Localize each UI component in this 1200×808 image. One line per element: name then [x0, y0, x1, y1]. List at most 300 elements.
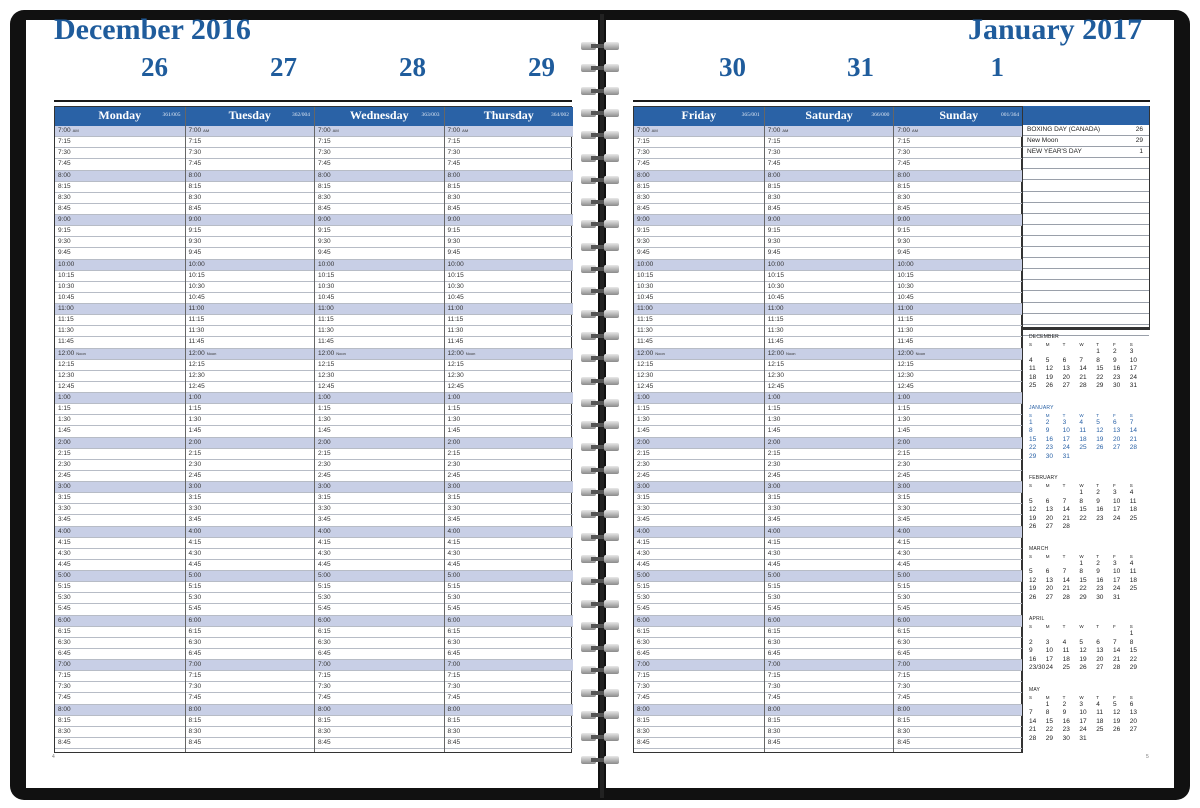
time-slot[interactable]: [445, 393, 574, 404]
time-slot[interactable]: [315, 204, 444, 215]
time-slot[interactable]: [445, 159, 574, 170]
time-slot[interactable]: [894, 360, 1023, 371]
time-slot[interactable]: [186, 137, 315, 148]
time-slot[interactable]: [765, 638, 894, 649]
time-slot[interactable]: [445, 382, 574, 393]
time-slot[interactable]: [634, 182, 764, 193]
note-line[interactable]: [1023, 314, 1149, 325]
time-slot[interactable]: [894, 449, 1023, 460]
time-slot[interactable]: [894, 349, 1023, 360]
time-slot[interactable]: [186, 193, 315, 204]
time-slot[interactable]: [634, 538, 764, 549]
time-slot[interactable]: [55, 371, 185, 382]
time-slot[interactable]: [445, 171, 574, 182]
time-slot[interactable]: [55, 649, 185, 660]
time-slot[interactable]: [634, 248, 764, 259]
time-slot[interactable]: [315, 515, 444, 526]
time-slot[interactable]: [634, 738, 764, 749]
time-slot[interactable]: [445, 226, 574, 237]
time-slot[interactable]: [894, 649, 1023, 660]
time-slot[interactable]: [765, 159, 894, 170]
time-slot[interactable]: [765, 549, 894, 560]
time-slot[interactable]: [894, 493, 1023, 504]
time-slot[interactable]: [634, 616, 764, 627]
time-slot[interactable]: [445, 237, 574, 248]
time-slot[interactable]: [765, 137, 894, 148]
time-slot[interactable]: [55, 148, 185, 159]
time-slot[interactable]: [894, 415, 1023, 426]
time-slot[interactable]: [765, 671, 894, 682]
time-slot[interactable]: [315, 304, 444, 315]
time-slot[interactable]: [315, 226, 444, 237]
time-slot[interactable]: [894, 716, 1023, 727]
time-slot[interactable]: [765, 471, 894, 482]
time-slot[interactable]: [894, 582, 1023, 593]
time-slot[interactable]: [55, 627, 185, 638]
time-slot[interactable]: [894, 137, 1023, 148]
time-slot[interactable]: [894, 293, 1023, 304]
time-slot[interactable]: [634, 371, 764, 382]
time-slot[interactable]: [315, 671, 444, 682]
time-slot[interactable]: [445, 315, 574, 326]
time-slot[interactable]: [765, 148, 894, 159]
time-slot[interactable]: [315, 471, 444, 482]
time-slot[interactable]: [765, 426, 894, 437]
time-slot[interactable]: [55, 171, 185, 182]
time-slot[interactable]: [186, 638, 315, 649]
time-slot[interactable]: [634, 682, 764, 693]
time-slot[interactable]: [445, 349, 574, 360]
time-slot[interactable]: [55, 493, 185, 504]
time-slot[interactable]: [894, 515, 1023, 526]
time-slot[interactable]: [445, 671, 574, 682]
time-slot[interactable]: [315, 415, 444, 426]
note-line[interactable]: [1023, 203, 1149, 214]
time-slot[interactable]: [765, 337, 894, 348]
time-slot[interactable]: [186, 460, 315, 471]
time-slot[interactable]: [634, 215, 764, 226]
time-slot[interactable]: [315, 260, 444, 271]
note-line[interactable]: [1023, 214, 1149, 225]
time-slot[interactable]: [315, 571, 444, 582]
time-slot[interactable]: [765, 504, 894, 515]
time-slot[interactable]: [634, 671, 764, 682]
time-slot[interactable]: [894, 527, 1023, 538]
time-slot[interactable]: [315, 716, 444, 727]
time-slot[interactable]: [445, 126, 574, 137]
time-slot[interactable]: [445, 460, 574, 471]
time-slot[interactable]: [186, 582, 315, 593]
time-slot[interactable]: [445, 515, 574, 526]
time-slot[interactable]: [315, 271, 444, 282]
time-slot[interactable]: [765, 493, 894, 504]
time-slot[interactable]: [634, 482, 764, 493]
time-slot[interactable]: [765, 738, 894, 749]
time-slot[interactable]: [55, 727, 185, 738]
time-slot[interactable]: [55, 560, 185, 571]
time-slot[interactable]: [55, 638, 185, 649]
time-slot[interactable]: [634, 593, 764, 604]
time-slot[interactable]: [894, 226, 1023, 237]
time-slot[interactable]: [445, 705, 574, 716]
time-slot[interactable]: [55, 193, 185, 204]
time-slot[interactable]: [634, 716, 764, 727]
time-slot[interactable]: [634, 627, 764, 638]
time-slot[interactable]: [634, 449, 764, 460]
time-slot[interactable]: [315, 349, 444, 360]
time-slot[interactable]: [186, 126, 315, 137]
time-slot[interactable]: [765, 727, 894, 738]
time-slot[interactable]: [186, 616, 315, 627]
time-slot[interactable]: [894, 538, 1023, 549]
time-slot[interactable]: [445, 293, 574, 304]
time-slot[interactable]: [315, 538, 444, 549]
note-line[interactable]: [1023, 280, 1149, 291]
time-slot[interactable]: [186, 304, 315, 315]
time-slot[interactable]: [445, 738, 574, 749]
time-slot[interactable]: [765, 226, 894, 237]
time-slot[interactable]: [315, 504, 444, 515]
time-slot[interactable]: [55, 404, 185, 415]
time-slot[interactable]: [765, 705, 894, 716]
note-line[interactable]: [1023, 247, 1149, 258]
time-slot[interactable]: [186, 293, 315, 304]
time-slot[interactable]: [55, 593, 185, 604]
time-slot[interactable]: [186, 438, 315, 449]
time-slot[interactable]: [315, 426, 444, 437]
time-slot[interactable]: [634, 582, 764, 593]
time-slot[interactable]: [315, 360, 444, 371]
time-slot[interactable]: [55, 426, 185, 437]
time-slot[interactable]: [765, 682, 894, 693]
time-slot[interactable]: [894, 593, 1023, 604]
time-slot[interactable]: [315, 237, 444, 248]
time-slot[interactable]: [55, 182, 185, 193]
time-slot[interactable]: [765, 449, 894, 460]
time-slot[interactable]: [315, 326, 444, 337]
time-slot[interactable]: [894, 671, 1023, 682]
time-slot[interactable]: [445, 204, 574, 215]
time-slot[interactable]: [894, 571, 1023, 582]
time-slot[interactable]: [445, 693, 574, 704]
time-slot[interactable]: [634, 304, 764, 315]
time-slot[interactable]: [445, 538, 574, 549]
time-slot[interactable]: [445, 504, 574, 515]
time-slot[interactable]: [55, 604, 185, 615]
time-slot[interactable]: [315, 560, 444, 571]
time-slot[interactable]: [634, 137, 764, 148]
time-slot[interactable]: [186, 426, 315, 437]
time-slot[interactable]: [55, 159, 185, 170]
time-slot[interactable]: [315, 460, 444, 471]
time-slot[interactable]: [634, 571, 764, 582]
time-slot[interactable]: [445, 638, 574, 649]
time-slot[interactable]: [445, 137, 574, 148]
time-slot[interactable]: [315, 382, 444, 393]
time-slot[interactable]: [634, 349, 764, 360]
time-slot[interactable]: [765, 182, 894, 193]
time-slot[interactable]: [315, 660, 444, 671]
time-slot[interactable]: [186, 571, 315, 582]
time-slot[interactable]: [894, 304, 1023, 315]
time-slot[interactable]: [55, 304, 185, 315]
time-slot[interactable]: [315, 693, 444, 704]
time-slot[interactable]: [634, 549, 764, 560]
time-slot[interactable]: [765, 482, 894, 493]
time-slot[interactable]: [634, 148, 764, 159]
time-slot[interactable]: [445, 337, 574, 348]
time-slot[interactable]: [894, 404, 1023, 415]
time-slot[interactable]: [634, 193, 764, 204]
time-slot[interactable]: [55, 682, 185, 693]
time-slot[interactable]: [186, 159, 315, 170]
time-slot[interactable]: [315, 137, 444, 148]
time-slot[interactable]: [55, 360, 185, 371]
time-slot[interactable]: [315, 738, 444, 749]
time-slot[interactable]: [186, 738, 315, 749]
note-line[interactable]: [1023, 192, 1149, 203]
time-slot[interactable]: [55, 382, 185, 393]
time-slot[interactable]: [634, 393, 764, 404]
time-slot[interactable]: [894, 193, 1023, 204]
time-slot[interactable]: [894, 260, 1023, 271]
note-line[interactable]: [1023, 258, 1149, 269]
time-slot[interactable]: [634, 204, 764, 215]
time-slot[interactable]: [765, 404, 894, 415]
time-slot[interactable]: [445, 616, 574, 627]
time-slot[interactable]: [315, 315, 444, 326]
time-slot[interactable]: [55, 693, 185, 704]
note-line[interactable]: [1023, 291, 1149, 302]
time-slot[interactable]: [186, 148, 315, 159]
time-slot[interactable]: [186, 660, 315, 671]
time-slot[interactable]: [445, 527, 574, 538]
time-slot[interactable]: [315, 282, 444, 293]
time-slot[interactable]: [55, 449, 185, 460]
time-slot[interactable]: [55, 671, 185, 682]
time-slot[interactable]: [634, 171, 764, 182]
time-slot[interactable]: [634, 705, 764, 716]
time-slot[interactable]: [634, 159, 764, 170]
time-slot[interactable]: [186, 593, 315, 604]
time-slot[interactable]: [634, 415, 764, 426]
time-slot[interactable]: [445, 326, 574, 337]
time-slot[interactable]: [445, 360, 574, 371]
time-slot[interactable]: [634, 315, 764, 326]
time-slot[interactable]: [55, 527, 185, 538]
time-slot[interactable]: [765, 393, 894, 404]
time-slot[interactable]: [765, 282, 894, 293]
time-slot[interactable]: [765, 604, 894, 615]
time-slot[interactable]: [186, 260, 315, 271]
time-slot[interactable]: [765, 171, 894, 182]
time-slot[interactable]: [55, 660, 185, 671]
time-slot[interactable]: [186, 560, 315, 571]
time-slot[interactable]: [315, 393, 444, 404]
time-slot[interactable]: [894, 460, 1023, 471]
time-slot[interactable]: [894, 638, 1023, 649]
time-slot[interactable]: [186, 271, 315, 282]
time-slot[interactable]: [315, 604, 444, 615]
note-line[interactable]: [1023, 158, 1149, 169]
time-slot[interactable]: [55, 282, 185, 293]
time-slot[interactable]: [765, 382, 894, 393]
time-slot[interactable]: [894, 727, 1023, 738]
time-slot[interactable]: [55, 237, 185, 248]
time-slot[interactable]: [55, 271, 185, 282]
time-slot[interactable]: [634, 404, 764, 415]
note-line[interactable]: [1023, 225, 1149, 236]
time-slot[interactable]: [186, 493, 315, 504]
time-slot[interactable]: [445, 148, 574, 159]
time-slot[interactable]: [765, 371, 894, 382]
time-slot[interactable]: [634, 504, 764, 515]
time-slot[interactable]: [894, 204, 1023, 215]
time-slot[interactable]: [634, 382, 764, 393]
time-slot[interactable]: [445, 371, 574, 382]
time-slot[interactable]: [765, 248, 894, 259]
time-slot[interactable]: [634, 660, 764, 671]
time-slot[interactable]: [55, 504, 185, 515]
time-slot[interactable]: [634, 337, 764, 348]
time-slot[interactable]: [315, 404, 444, 415]
time-slot[interactable]: [894, 382, 1023, 393]
time-slot[interactable]: [894, 248, 1023, 259]
time-slot[interactable]: [445, 248, 574, 259]
time-slot[interactable]: [765, 271, 894, 282]
time-slot[interactable]: [765, 560, 894, 571]
time-slot[interactable]: [55, 460, 185, 471]
time-slot[interactable]: [55, 571, 185, 582]
time-slot[interactable]: [445, 282, 574, 293]
time-slot[interactable]: [765, 126, 894, 137]
time-slot[interactable]: [315, 593, 444, 604]
time-slot[interactable]: [634, 471, 764, 482]
time-slot[interactable]: [315, 159, 444, 170]
time-slot[interactable]: [55, 738, 185, 749]
time-slot[interactable]: [186, 360, 315, 371]
time-slot[interactable]: [765, 627, 894, 638]
time-slot[interactable]: [445, 716, 574, 727]
time-slot[interactable]: [55, 248, 185, 259]
note-line[interactable]: [1023, 303, 1149, 314]
time-slot[interactable]: [445, 426, 574, 437]
time-slot[interactable]: [634, 271, 764, 282]
time-slot[interactable]: [894, 159, 1023, 170]
time-slot[interactable]: [55, 349, 185, 360]
note-line[interactable]: [1023, 236, 1149, 247]
time-slot[interactable]: [445, 604, 574, 615]
time-slot[interactable]: [55, 716, 185, 727]
time-slot[interactable]: [315, 649, 444, 660]
time-slot[interactable]: [634, 515, 764, 526]
time-slot[interactable]: [186, 682, 315, 693]
time-slot[interactable]: [634, 126, 764, 137]
time-slot[interactable]: [315, 549, 444, 560]
time-slot[interactable]: [315, 337, 444, 348]
time-slot[interactable]: [894, 560, 1023, 571]
time-slot[interactable]: [765, 593, 894, 604]
time-slot[interactable]: [55, 226, 185, 237]
time-slot[interactable]: [634, 493, 764, 504]
time-slot[interactable]: [55, 137, 185, 148]
time-slot[interactable]: [765, 649, 894, 660]
time-slot[interactable]: [186, 237, 315, 248]
time-slot[interactable]: [765, 571, 894, 582]
time-slot[interactable]: [315, 171, 444, 182]
time-slot[interactable]: [894, 315, 1023, 326]
time-slot[interactable]: [315, 371, 444, 382]
time-slot[interactable]: [445, 471, 574, 482]
time-slot[interactable]: [894, 627, 1023, 638]
time-slot[interactable]: [765, 438, 894, 449]
time-slot[interactable]: [186, 371, 315, 382]
time-slot[interactable]: [894, 426, 1023, 437]
time-slot[interactable]: [894, 549, 1023, 560]
time-slot[interactable]: [315, 527, 444, 538]
time-slot[interactable]: [186, 404, 315, 415]
time-slot[interactable]: [445, 193, 574, 204]
time-slot[interactable]: [634, 727, 764, 738]
time-slot[interactable]: [445, 215, 574, 226]
time-slot[interactable]: [765, 360, 894, 371]
time-slot[interactable]: [445, 482, 574, 493]
time-slot[interactable]: [894, 182, 1023, 193]
time-slot[interactable]: [55, 260, 185, 271]
time-slot[interactable]: [445, 727, 574, 738]
time-slot[interactable]: [55, 471, 185, 482]
time-slot[interactable]: [894, 126, 1023, 137]
time-slot[interactable]: [894, 282, 1023, 293]
time-slot[interactable]: [765, 260, 894, 271]
time-slot[interactable]: [765, 716, 894, 727]
time-slot[interactable]: [634, 293, 764, 304]
time-slot[interactable]: [55, 215, 185, 226]
time-slot[interactable]: [55, 293, 185, 304]
time-slot[interactable]: [445, 660, 574, 671]
time-slot[interactable]: [315, 582, 444, 593]
time-slot[interactable]: [445, 582, 574, 593]
time-slot[interactable]: [445, 682, 574, 693]
time-slot[interactable]: [634, 426, 764, 437]
time-slot[interactable]: [55, 616, 185, 627]
time-slot[interactable]: [894, 682, 1023, 693]
time-slot[interactable]: [186, 393, 315, 404]
time-slot[interactable]: [634, 282, 764, 293]
time-slot[interactable]: [315, 705, 444, 716]
time-slot[interactable]: [55, 549, 185, 560]
time-slot[interactable]: [315, 638, 444, 649]
time-slot[interactable]: [55, 337, 185, 348]
time-slot[interactable]: [315, 493, 444, 504]
time-slot[interactable]: [634, 638, 764, 649]
time-slot[interactable]: [315, 449, 444, 460]
time-slot[interactable]: [445, 560, 574, 571]
time-slot[interactable]: [186, 649, 315, 660]
time-slot[interactable]: [186, 604, 315, 615]
time-slot[interactable]: [445, 304, 574, 315]
time-slot[interactable]: [765, 293, 894, 304]
time-slot[interactable]: [445, 627, 574, 638]
time-slot[interactable]: [765, 326, 894, 337]
time-slot[interactable]: [186, 727, 315, 738]
time-slot[interactable]: [186, 705, 315, 716]
time-slot[interactable]: [894, 738, 1023, 749]
time-slot[interactable]: [765, 582, 894, 593]
time-slot[interactable]: [186, 182, 315, 193]
time-slot[interactable]: [634, 438, 764, 449]
time-slot[interactable]: [186, 449, 315, 460]
